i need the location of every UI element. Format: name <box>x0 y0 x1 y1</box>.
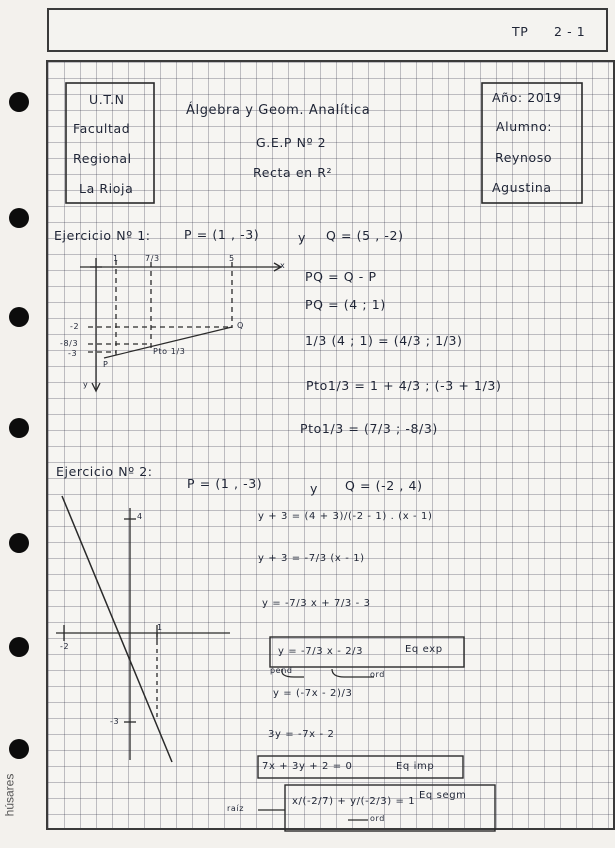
page-number: 2 - 1 <box>554 24 586 39</box>
student-surname: Reynoso <box>495 150 553 165</box>
student-name: Agustina <box>492 180 552 195</box>
ex1-tick: -2 <box>70 322 80 331</box>
ex1-axis-y: y <box>83 380 89 389</box>
ex2-line: y + 3 = -7/3 (x - 1) <box>258 553 365 564</box>
ex1-line: PQ = (4 ; 1) <box>305 297 386 312</box>
ex2-line: 3y = -7x - 2 <box>268 729 335 740</box>
ex1-tick: -8/3 <box>60 339 79 348</box>
ex2-line: y = (-7x - 2)/3 <box>273 688 353 699</box>
ex2-annotation: ord <box>370 814 385 823</box>
institution-line: Regional <box>73 151 132 166</box>
ex2-point-p: P = (1 , -3) <box>187 476 263 491</box>
tp-label: TP <box>512 24 529 39</box>
ex2-line: y = -7/3 x + 7/3 - 3 <box>262 598 371 609</box>
ex1-line: Pto1/3 = 1 + 4/3 ; (-3 + 1/3) <box>306 378 502 393</box>
ex1-point-p: P = (1 , -3) <box>184 227 260 242</box>
institution-line: Facultad <box>73 121 131 136</box>
institution-line: La Rioja <box>79 181 134 196</box>
ex2-line: 7x + 3y + 2 = 0 <box>262 761 353 772</box>
ex1-line: Pto1/3 = (7/3 ; -8/3) <box>300 421 438 436</box>
year-label: Año: 2019 <box>492 90 562 105</box>
brand-mark: húsares <box>2 773 17 817</box>
ex2-tick: 1 <box>157 623 163 632</box>
ex1-graph <box>80 258 281 391</box>
ex1-axis-x: x <box>280 261 286 270</box>
ex2-tag: Eq exp <box>405 644 443 655</box>
ex1-heading: Ejercicio Nº 1: <box>54 228 151 243</box>
practice-number: G.E.P Nº 2 <box>256 135 327 150</box>
student-label: Alumno: <box>496 119 553 134</box>
ex1-point-label: P <box>103 360 109 369</box>
ex2-annotation: ord <box>370 670 385 679</box>
ex1-point-q: Q = (5 , -2) <box>326 228 404 243</box>
ex1-tick: -3 <box>68 349 78 358</box>
ex1-tick: 1 <box>113 254 119 263</box>
ex2-line: x/(-2/7) + y/(-2/3) = 1 <box>292 796 416 807</box>
ex2-tag: Eq segm <box>419 790 467 801</box>
ex2-line: y = -7/3 x - 2/3 <box>278 646 364 657</box>
institution-line: U.T.N <box>89 92 125 107</box>
ex2-tick: 4 <box>137 512 143 521</box>
ex1-point-label: Q <box>237 321 244 330</box>
ex1-point-label: Pto 1/3 <box>153 347 186 356</box>
ex2-tick: -2 <box>60 642 70 651</box>
ex1-tick: 5 <box>229 254 235 263</box>
ex1-y: y <box>298 230 306 245</box>
ex1-line: PQ = Q - P <box>305 269 377 284</box>
ex2-tick: -3 <box>110 717 120 726</box>
ex2-line: y + 3 = (4 + 3)/(-2 - 1) . (x - 1) <box>258 511 433 522</box>
ex2-annotation: raíz <box>227 804 245 813</box>
ex2-annotation: pend <box>270 666 293 675</box>
ex2-heading: Ejercicio Nº 2: <box>56 464 153 479</box>
ex2-y: y <box>310 481 318 496</box>
subject-title: Álgebra y Geom. Analítica <box>186 103 371 118</box>
ord-arrow <box>332 669 374 677</box>
ex1-tick: 7/3 <box>145 254 160 263</box>
ex1-line: 1/3 (4 ; 1) = (4/3 ; 1/3) <box>305 333 463 348</box>
ex2-graph <box>56 496 230 762</box>
ex2-tag: Eq imp <box>396 761 435 772</box>
ex2-point-q: Q = (-2 , 4) <box>345 478 423 493</box>
topic-title: Recta en R² <box>253 165 333 180</box>
